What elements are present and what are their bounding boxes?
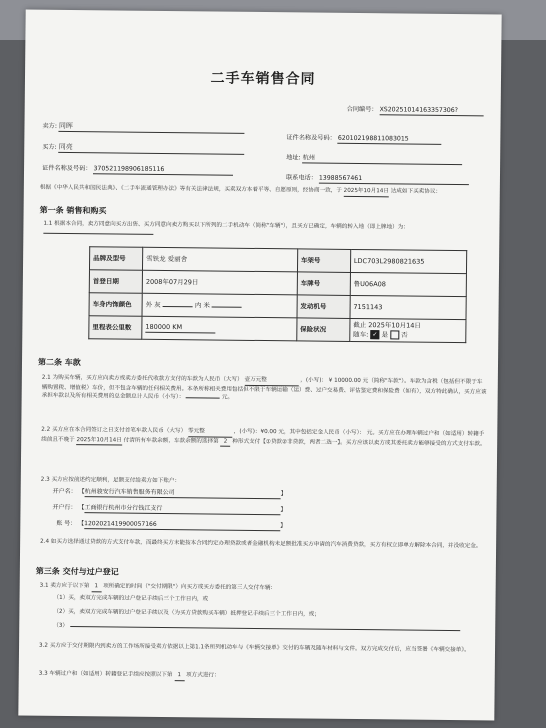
clause-1-1 [43, 220, 489, 242]
seller-id-value: 620102198811083015 [338, 135, 442, 145]
seller-id-label: 证件名称及号码： [286, 134, 336, 142]
insurance-label: 保险状况 [297, 318, 350, 342]
clause-2-1-b: ，(小写)： [300, 377, 328, 384]
contract-title: 二手车销售合同 [210, 70, 316, 88]
account-name-value: 杭州骏安行汽车销售服务有限公司 [85, 488, 281, 499]
phone-label: 联系电话： [285, 174, 317, 182]
preamble-end: 达成如下买卖协议： [390, 188, 442, 195]
vehicle-info-table [88, 246, 467, 343]
mileage-label: 里程表公里数 [89, 316, 142, 340]
yes-label: 是 [381, 330, 389, 339]
brand-label: 品牌及型号 [89, 247, 142, 271]
contract-no-row [347, 106, 484, 117]
account-no-value: 1202021419900057166 [84, 520, 280, 531]
insurance-follow-label: 随车: [353, 330, 369, 339]
color-value [142, 293, 297, 318]
clause-2-1-unit: 元。 [221, 394, 234, 402]
clause-2-2 [41, 426, 487, 450]
clause-2-1-a: 2.1 为购买车辆，买方应向卖方或卖方委托代收款方支付的车款为人民币（大写） [41, 374, 243, 383]
mileage-value [142, 316, 297, 341]
account-no-row: 账 号： 【1202021419900057166 】 [56, 520, 286, 532]
clause-2-1-total-blank [186, 398, 220, 399]
plate-value: 鲁U06A08 [350, 272, 466, 296]
clause-2-2-e: 种形式支付【①贷款②非贷款，两者二选一】。买方应该以卖方或其委托卖方能够接受的方式支付车款。 [232, 438, 486, 448]
checkbox-no[interactable] [390, 330, 399, 339]
address-label: 地址: [286, 154, 301, 162]
engine-label: 发动机号 [297, 295, 350, 319]
color-exterior: 外 灰 [145, 300, 161, 309]
clause-2-2-date: 2025年10月14日 [77, 436, 122, 446]
clause-2-2-b: ，(小写)：¥0.00 [233, 428, 277, 436]
seller-row [42, 122, 245, 135]
buyer-label: 买方: [42, 143, 57, 151]
reg-date-label: 首登日期 [89, 270, 142, 294]
clause-3-1-option: 1 [91, 582, 101, 592]
color-interior-line [212, 306, 242, 307]
clause-2-2-option: 2 [220, 437, 230, 447]
clause-3-1-option-3 [53, 622, 483, 635]
clause-3-3-option: 1 [174, 671, 184, 681]
insurance-date: 截止 2025年10月14日 [353, 320, 421, 330]
clause-3-1-option-1: （1）买，卖双方完成车辆的过户登记手续后三个工作日内，或 [53, 594, 209, 603]
table-row [89, 316, 466, 343]
clause-3-1-option-3-label: （3） [53, 622, 69, 630]
buyer-id-row [42, 165, 234, 176]
section-2-heading: 第二条 车款 [37, 357, 81, 368]
color-interior: 内 米 [194, 300, 210, 310]
registration-place-blank [43, 232, 153, 234]
clause-2-2-c: 元，其中包括定金人民币（小写）： 元。买方应在办理车辆过户和（如适用）转籍手续前且不晚于 [41, 429, 485, 443]
clause-2-2-a: 2.2 买方应在本合同签订之日支付首笔车款人民币（大写） [41, 426, 187, 435]
clause-3-3 [39, 670, 485, 684]
address-value: 杭州 [303, 154, 463, 165]
clause-2-1-amount: 壹万元整 [244, 376, 298, 386]
clause-1-1-text: 1.1 根据本合同，卖方同意向买方出售、买方同意向卖方购买以下所列的二手机动车（简称"车辆"），且买方已确定，车辆的转入地（即上牌地）为： [43, 220, 409, 231]
phone-row [286, 174, 469, 185]
mileage-text: 180000 KM [145, 323, 215, 333]
insurance-value [350, 318, 466, 342]
address-row [286, 154, 463, 165]
seller-value: 同晖 [59, 122, 245, 134]
preamble-text: 根据《中华人民共和国民法典》、《二手车流通管理办法》等有关法律法规，买卖双方本着平等、自愿原则，经协商一致，于 [39, 184, 342, 194]
account-bank-label: 开户行： [52, 503, 77, 512]
checkbox-yes[interactable]: ✓ [372, 330, 378, 338]
clause-3-1-option-3-blank [70, 626, 460, 631]
preamble [40, 184, 492, 198]
clause-2-4: 2.4 如买方选择通过贷款的方式支付车款，而最终买方未能按本合同约定办理贷款或者金融机构未足额批准买方申请的汽车消费贷款，买方有权立即单方解除本合同，并没收定金。 [40, 538, 482, 550]
account-name-row: 开户名： 【杭州骏安行汽车销售服务有限公司 】 [53, 488, 287, 500]
account-name-label: 开户名： [52, 487, 77, 496]
clause-3-3-a: 3.3 车辆过户和（如适用）转籍登记手续应按照以下第 [38, 670, 173, 679]
section-3-heading: 第三条 交付与过户登记 [35, 566, 119, 577]
account-bank-value: 工商银行杭州市分行钱江支行 [84, 504, 280, 515]
clause-2-2-amount: 零元整 [188, 427, 232, 437]
clause-2-2-d: 付清所有车款余额，车款余额的选择第 [123, 437, 219, 445]
buyer-id-value: 370521198906185116 [93, 165, 233, 176]
account-bank-row: 开户行： 【工商银行杭州市分行钱江支行 】 [52, 504, 286, 516]
clause-2-3: 2.3 买方应按前述约定顺利，足额支付给卖方如下账户： [40, 476, 181, 485]
account-no-label: 账 号： [56, 519, 77, 528]
contract-no-value: XS20251014163357306? [380, 106, 484, 116]
clause-3-2: 3.2 买方应于交付期限内到卖方的工作场所接受卖方依据以上第1.1条所列机动车与《车辆交接单》交付的车辆及随车材料与文件。双方完成交付后，应当签署《车辆交接单》。 [39, 642, 470, 654]
engine-value: 7151143 [350, 295, 466, 319]
buyer-id-label: 证件名称及号码： [42, 164, 92, 173]
clause-3-1-b: 项所确定的时间（"交付期限"）向买方或买方委托的第三人交付车辆： [103, 583, 277, 592]
color-label: 车身内饰颜色 [89, 293, 142, 317]
clause-3-1-a: 3.1 卖方应于以下第 [39, 582, 90, 590]
clause-3-1-option-2: （2）买，卖双方完成车辆的过户登记手续以及（为买方贷款购买车辆）抵押登记手续后三个工作日内，或； [53, 608, 320, 618]
vin-value: LDC703L2980821635 [350, 249, 466, 273]
preamble-date: 2025年10月14日 [344, 187, 389, 197]
color-exterior-line [163, 306, 193, 307]
seller-id-row [286, 134, 442, 145]
contract-no-label: 合同编号： [346, 105, 378, 114]
plate-label: 车牌号 [297, 272, 350, 296]
brand-value: 雪铁龙 爱丽舍 [142, 247, 297, 272]
reg-date-value: 2008年07月29日 [142, 270, 297, 295]
buyer-value: 同亮 [59, 143, 245, 155]
clause-2-1-c: ¥ 10000.00 元（简称"车款"）。车款为含税（包括但不限于车辆购置税、增值税）车价，但不包含车辆的任何相关费用。本条所称相关费用包括但不限于车辆运输（运）费、过户交易费、评估鉴定费和保险费（如有），双方特此确认，买方应该承担车款以及所有相关费用的总金额总计人民币（小写）： [41, 377, 487, 401]
no-label: 否 [401, 330, 408, 339]
insurance-follow-row [353, 330, 462, 340]
seller-label: 卖方: [42, 122, 57, 130]
phone-value: 13988567461 [319, 175, 469, 186]
vin-label: 车架号 [297, 249, 350, 273]
clause-2-1 [42, 374, 488, 406]
contract-paper [18, 10, 501, 721]
section-1-heading: 第一条 销售和购买 [39, 205, 107, 216]
clause-3-3-b: 项方式进行： [186, 672, 220, 679]
buyer-row [42, 143, 245, 156]
